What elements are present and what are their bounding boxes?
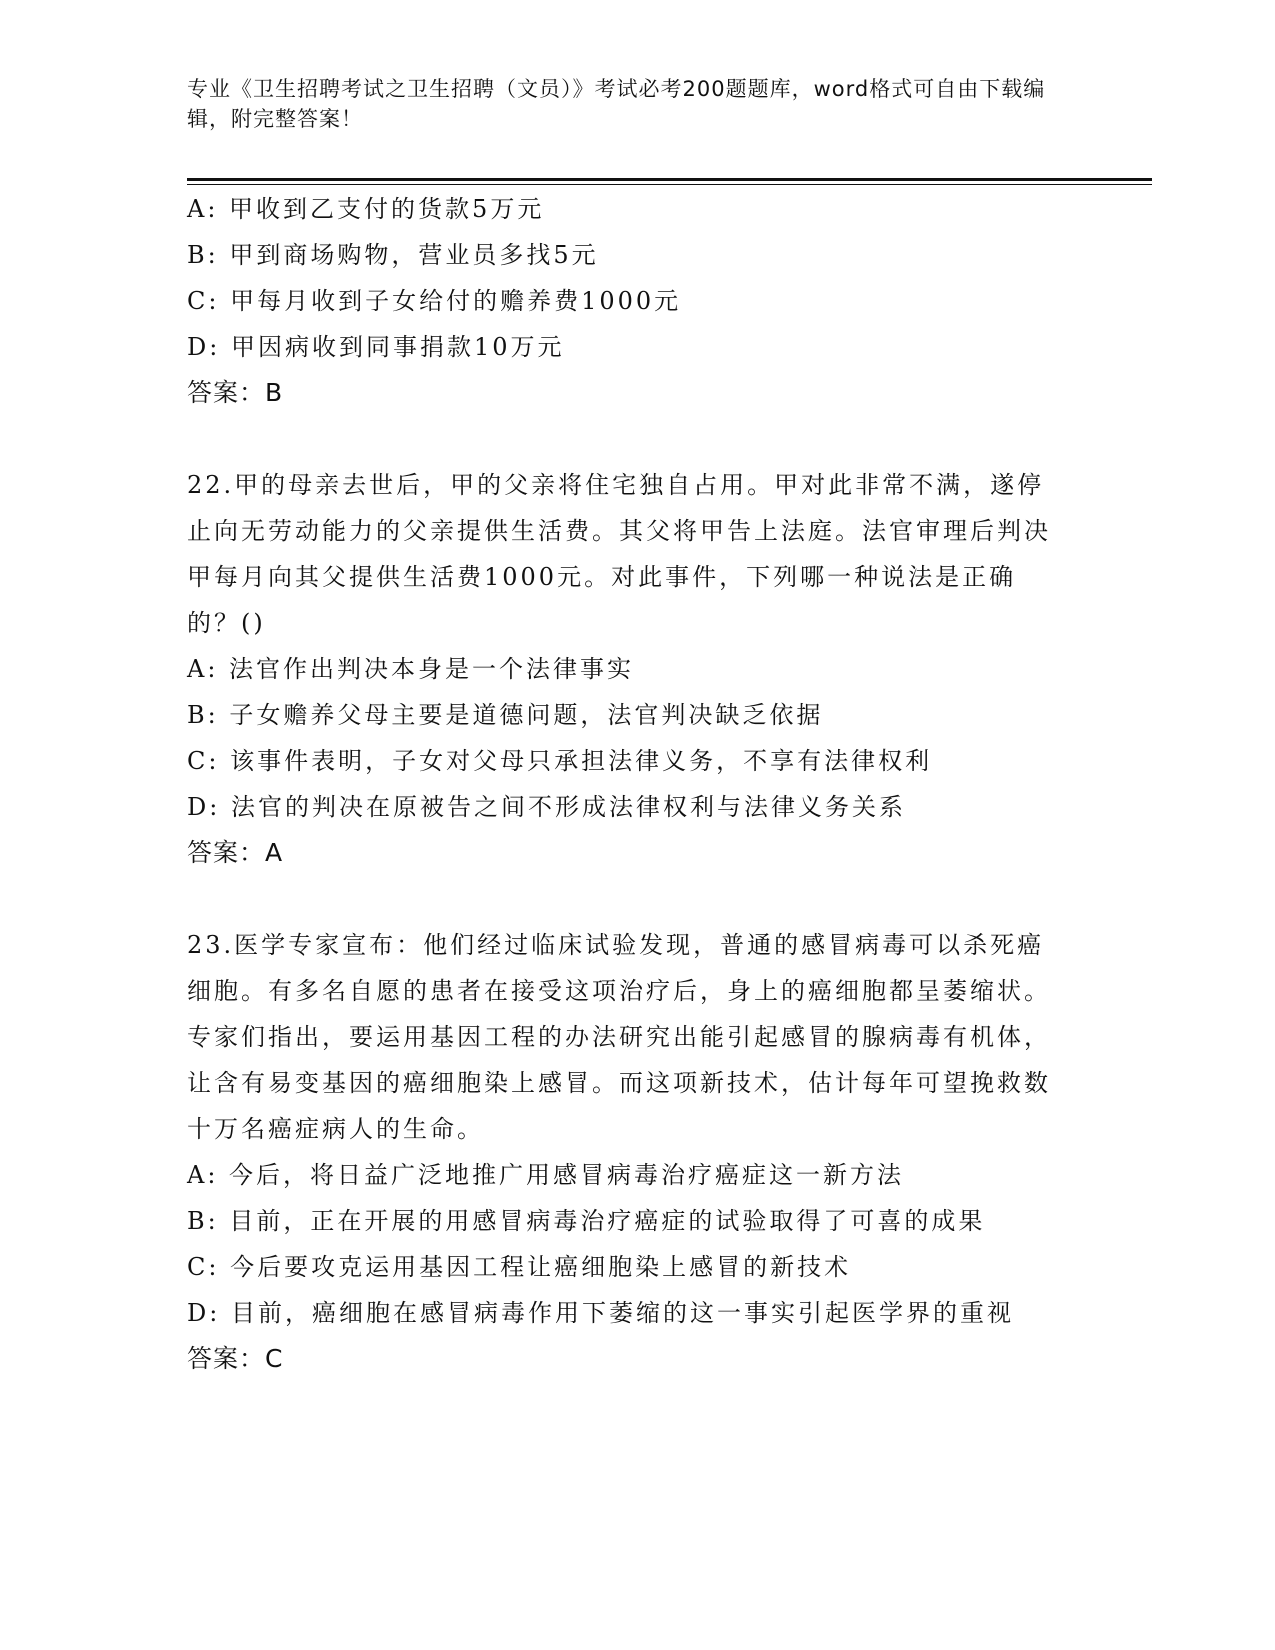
option-c: C: 该事件表明，子女对父母只承担法律义务，不享有法律权利 [187, 747, 933, 775]
option-b: B: 子女赡养父母主要是道德问题，法官判决缺乏依据 [187, 701, 824, 729]
question-23 [187, 922, 1067, 1382]
document-header: 专业《卫生招聘考试之卫生招聘（文员）》考试必考200题题库，word格式可自由下载编辑，附完整答案！ [187, 77, 1046, 131]
option-a: A: 甲收到乙支付的货款5万元 [187, 195, 545, 223]
header-divider-thin [187, 184, 1152, 185]
question-22 [187, 462, 1067, 876]
answer: 答案：A [187, 838, 284, 867]
question-21 [187, 186, 1067, 416]
option-a: A: 法官作出判决本身是一个法律事实 [187, 655, 635, 683]
option-a: A: 今后，将日益广泛地推广用感冒病毒治疗癌症这一新方法 [187, 1161, 905, 1189]
question-stem: 22.甲的母亲去世后，甲的父亲将住宅独自占用。甲对此非常不满，遂停止向无劳动能力的父亲提供生活费。其父将甲告上法庭。法官审理后判决甲每月向其父提供生活费1000元。对此事件，下列哪一种说法是正确的？() [187, 471, 1051, 637]
answer: 答案：C [187, 1344, 284, 1373]
option-b: B: 目前，正在开展的用感冒病毒治疗癌症的试验取得了可喜的成果 [187, 1207, 986, 1235]
option-c: C: 今后要攻克运用基因工程让癌细胞染上感冒的新技术 [187, 1253, 852, 1281]
option-b: B: 甲到商场购物，营业员多找5元 [187, 241, 599, 269]
option-d: D: 法官的判决在原被告之间不形成法律权利与法律义务关系 [187, 793, 906, 821]
header-divider-thick [187, 178, 1152, 181]
option-c: C: 甲每月收到子女给付的赡养费1000元 [187, 287, 682, 315]
question-stem: 23.医学专家宣布：他们经过临床试验发现，普通的感冒病毒可以杀死癌细胞。有多名自愿的患者在接受这项治疗后，身上的癌细胞都呈萎缩状。专家们指出，要运用基因工程的办法研究出能引起感冒的腺病毒有机体，让含有易变基因的癌细胞染上感冒。而这项新技术，估计每年可望挽救数十万名癌症病人的生命。 [187, 931, 1051, 1143]
question-list [187, 186, 1067, 1382]
answer: 答案：B [187, 378, 284, 407]
option-d: D: 甲因病收到同事捐款10万元 [187, 333, 565, 361]
option-d: D: 目前，癌细胞在感冒病毒作用下萎缩的这一事实引起医学界的重视 [187, 1299, 1014, 1327]
